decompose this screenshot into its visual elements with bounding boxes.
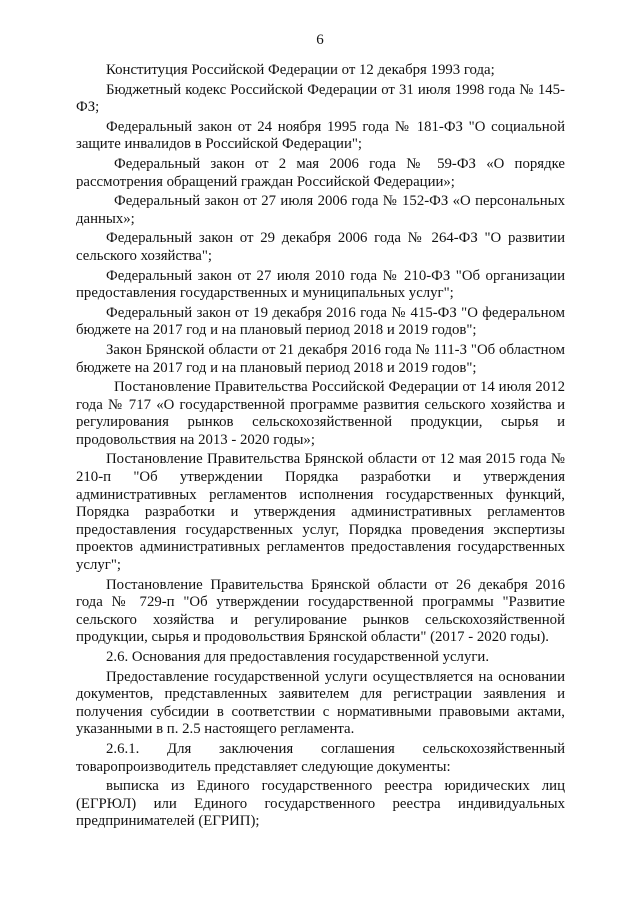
paragraph-2-6-1: 2.6.1. Для заключения соглашения сельскохозяйственный товаропроизводитель представляет следующие документы:	[76, 740, 565, 775]
paragraph-law-181: Федеральный закон от 24 ноября 1995 года № 181-ФЗ "О социальной защите инвалидов в Российской Федерации";	[76, 118, 565, 153]
section-heading-2-6: 2.6. Основания для предоставления государственной услуги.	[106, 649, 490, 665]
paragraph-constitution: Конституция Российской Федерации от 12 декабря 1993 года;	[106, 62, 495, 78]
paragraph-law-210: Федеральный закон от 27 июля 2010 года № 210-ФЗ "Об организации предоставления государственных и муниципальных услуг";	[76, 267, 565, 302]
paragraph-decree-729p: Постановление Правительства Брянской области от 26 декабря 2016 года № 729-п "Об утверждении государственной программы "Развитие сельского хозяйства и регулирование рынков сельскохозяйственной продукции, сырья и продовольствия Брянской области" (2017 - 2020 годы).	[76, 576, 565, 646]
paragraph-decree-717: Постановление Правительства Российской Федерации от 14 июля 2012 года № 717 «О государственной программе развития сельского хозяйства и регулирования рынков сельскохозяйственной продукции, сырья и продовольствия на 2013 - 2020 годы»;	[76, 379, 565, 448]
paragraph-law-152: Федеральный закон от 27 июля 2006 года № 152-ФЗ «О персональных данных»;	[76, 193, 565, 227]
paragraph-budget-code: Бюджетный кодекс Российской Федерации от 31 июля 1998 года № 145-ФЗ;	[76, 81, 565, 116]
paragraph-decree-210p: Постановление Правительства Брянской области от 12 мая 2015 года № 210-п "Об утверждении Порядка разработки и утверждения административных регламентов исполнения государственных функций, Порядка разработки и утверждения административных регламентов предоставления государственных услуг, Порядка проведения экспертизы проектов административных регламентов предоставления государственных услуг";	[76, 451, 565, 574]
paragraph-law-59: Федеральный закон от 2 мая 2006 года № 59-ФЗ «О порядке рассмотрения обращений граждан Российской Федерации»;	[76, 155, 565, 190]
page-number: 6	[316, 32, 324, 48]
paragraph-regional-law-111: Закон Брянской области от 21 декабря 2016 года № 111-З "Об областном бюджете на 2017 год и на плановый период 2018 и 2019 годов";	[76, 341, 565, 376]
paragraph-law-264: Федеральный закон от 29 декабря 2006 года № 264-ФЗ "О развитии сельского хозяйства";	[76, 230, 565, 264]
document-body	[76, 62, 565, 833]
paragraph-service-basis: Предоставление государственной услуги осуществляется на основании документов, представленных заявителем для регистрации заявления и получения субсидии в соответствии с нормативными правовыми актами, указанными в п. 2.5 настоящего регламента.	[76, 668, 565, 738]
paragraph-egrul-extract: выписка из Единого государственного реестра юридических лиц (ЕГРЮЛ) или Единого государственного реестра индивидуальных предпринимателей (ЕГРИП);	[76, 778, 565, 830]
paragraph-law-415: Федеральный закон от 19 декабря 2016 года № 415-ФЗ "О федеральном бюджете на 2017 год и на плановый период 2018 и 2019 годов";	[76, 304, 565, 339]
